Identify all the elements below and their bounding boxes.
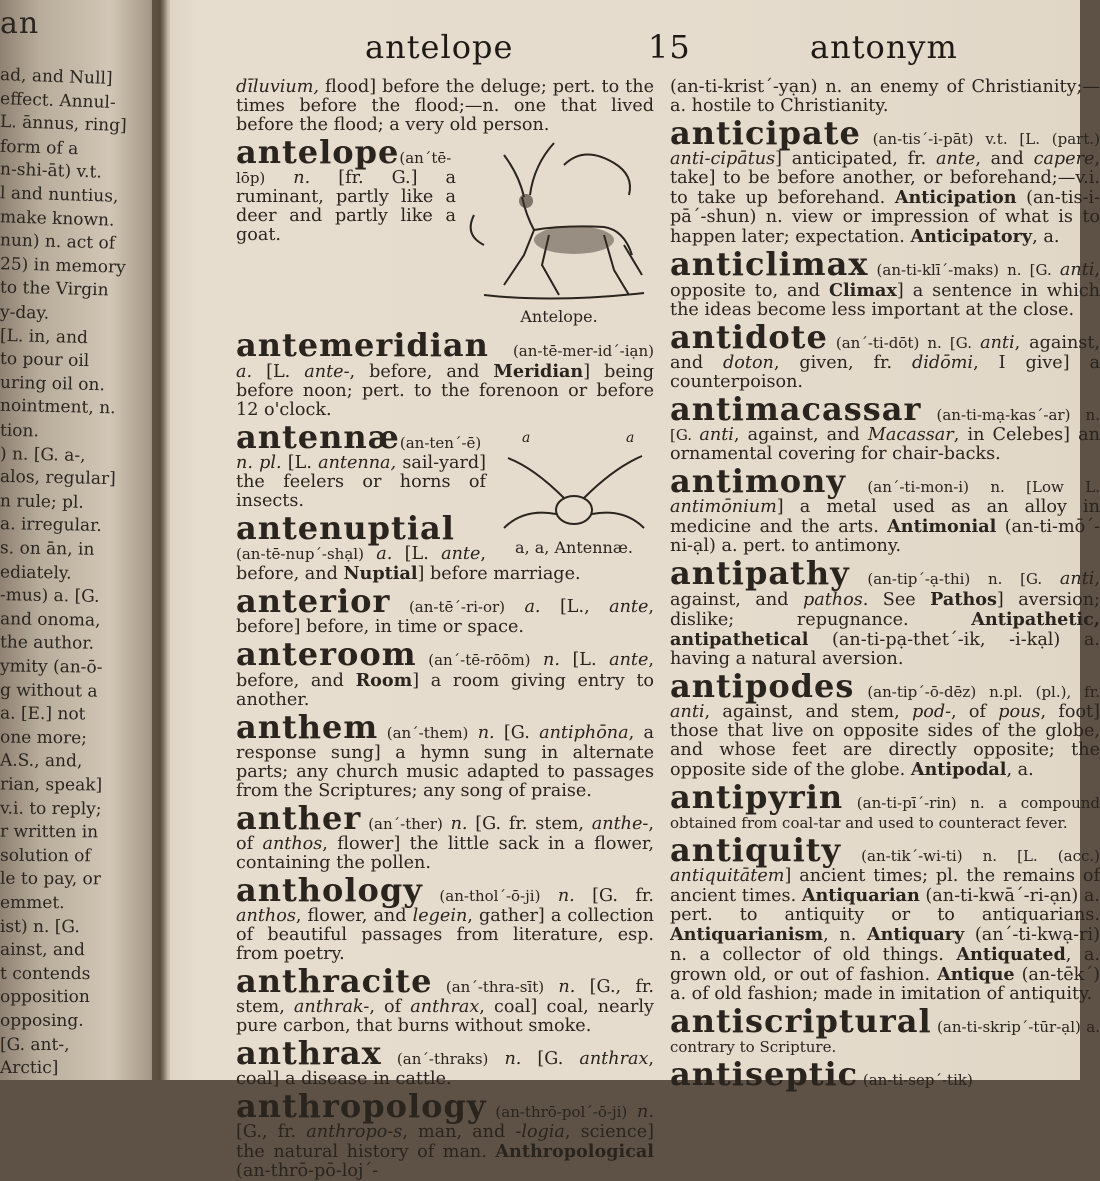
entry-antidote: antidote (an´-ti-dōt) n. [G. anti, against, and doton, given, fr. didōmi, I give] a counterpoison. bbox=[670, 318, 1100, 392]
entry-antipodes: antipodes (an-tip´-ō-dēz) n.pl. (pl.), fr. anti, against, and stem, pod-, of pous, foot] those that live on opposite sides of the globe, and whose feet are directly opposite; the opposite side of the globe. Antipodal, a. bbox=[670, 667, 1100, 780]
antennae-label-a: a bbox=[626, 430, 635, 446]
headword: antiquity bbox=[670, 831, 842, 869]
book-gutter bbox=[152, 0, 170, 1080]
facing-page-line: ymity (an-ō- bbox=[0, 656, 103, 678]
facing-page-line: ainst, and bbox=[0, 940, 85, 961]
facing-page-line: alos, regular] bbox=[0, 467, 116, 490]
facing-page-line: L. ānnus, ring] bbox=[0, 112, 127, 137]
antelope-illustration bbox=[464, 135, 654, 326]
entry-antennae: antennæ(an-ten´-ē) n. pl. [L. antenna, sail-yard] the feelers or horns of insects. bbox=[236, 418, 487, 511]
column-right bbox=[670, 78, 1100, 1091]
facing-page-line: and onoma, bbox=[0, 609, 101, 631]
facing-page-line: uring oil on. bbox=[0, 372, 106, 396]
facing-page-line: the author. bbox=[0, 632, 95, 655]
facing-page-line: opposing. bbox=[0, 1011, 84, 1031]
headword: anteroom bbox=[236, 635, 417, 673]
headword: antipodes bbox=[670, 667, 855, 705]
facing-page-line: l and nuntius, bbox=[0, 183, 119, 207]
facing-page-line: to the Virgin bbox=[0, 277, 109, 301]
entry-anthracite: anthracite (an´-thra-sīt) n. [G., fr. stem, anthrak-, of anthrax, coal] coal, nearly pure carbon, that burns without smoke. bbox=[236, 962, 654, 1036]
facing-page-line: [L. in, and bbox=[0, 325, 89, 348]
headword: anthropology bbox=[236, 1087, 487, 1125]
page-number: 15 bbox=[648, 28, 691, 66]
facing-page-line: r written in bbox=[0, 821, 99, 843]
antennae-drawing bbox=[494, 428, 654, 538]
headword: antipyrin bbox=[670, 778, 844, 816]
entry-anticipate: anticipate (an-tis´-i-pāt) v.t. [L. (part.) anti-cipātus] anticipated, fr. ante, and capere, take] to be before another, or beforehand;—v.i. to take up beforehand. Anticipation (an-tis-i-pā´-shun) n. view or impression of what is to happen later; expectation. Anticipatory, a. bbox=[670, 114, 1100, 247]
entry-anthropology: anthropology (an-thrō-pol´-ō-ji) n. [G., fr. anthropo-s, man, and -logia, science] the natural history of man. Anthropological (an-thrō-pō-loj´- bbox=[236, 1087, 654, 1181]
facing-page-line: g without a bbox=[0, 679, 98, 702]
facing-page bbox=[0, 0, 158, 1080]
facing-page-line: emmet. bbox=[0, 892, 65, 914]
headword: antemeridian bbox=[236, 326, 489, 364]
facing-page-head: an bbox=[0, 6, 40, 41]
headword: antidote bbox=[670, 318, 828, 356]
headword: anticipate bbox=[670, 114, 861, 152]
entry-antiquity: antiquity (an-tik´-wi-ti) n. [L. (acc.) antiquitātem] ancient times; pl. the remains of ancient times. Antiquarian (an-ti-kwā´-ri-ạn) a. pert. to antiquity or to antiquarians. Antiquarianism, n. Antiquary (an´-ti-kwạ-ri) n. a collector of old things. Antiquated, a. grown old, or out of fashion. Antique (an-tēk´) a. of old fashion; made in imitation of antiquity. bbox=[670, 831, 1100, 1004]
entry-antimacassar: antimacassar (an-ti-mạ-kas´-ar) n. [G. anti, against, and Macassar, in Celebes] an ornamental covering for chair-backs. bbox=[670, 390, 1100, 464]
headword: antiseptic bbox=[670, 1055, 859, 1093]
facing-page-line: tion. bbox=[0, 420, 40, 442]
facing-page-line: v.i. to reply; bbox=[0, 798, 102, 819]
headword: anthology bbox=[236, 871, 423, 909]
facing-page-line: form of a bbox=[0, 136, 79, 160]
facing-page-line: a. [E.] not bbox=[0, 703, 86, 725]
facing-page-line: ediately. bbox=[0, 562, 72, 584]
facing-page-line: ist) n. [G. bbox=[0, 916, 80, 937]
entry-anthology: anthology (an-thol´-ō-ji) n. [G. fr. anthos, flower, and legein, gather] a collection of beautiful passages from literature, esp. from poetry. bbox=[236, 871, 654, 964]
facing-page-line: 25) in memory bbox=[0, 254, 127, 278]
entry-antenuptial: antenuptial (an-tē-nup´-shạl) a. [L. ante, before, and Nuptial] before marriage. bbox=[236, 509, 581, 584]
facing-page-line: to pour oil bbox=[0, 349, 90, 372]
entry-antiseptic: antiseptic (an-ti-sep´-tik) bbox=[670, 1055, 973, 1093]
entry-antichrist: (an-ti-krist´-yạn) n. an enemy of Christianity;—a. hostile to Christianity. bbox=[670, 77, 1100, 116]
headword: anterior bbox=[236, 582, 391, 620]
facing-page-line: ) n. [G. a-, bbox=[0, 443, 86, 466]
antennae-label-a: a bbox=[522, 430, 531, 446]
facing-page-line: ad, and Null] bbox=[0, 65, 113, 89]
headword: antennæ bbox=[236, 418, 400, 456]
antennae-caption: a, a, Antennæ. bbox=[515, 538, 633, 557]
entry-anterior: anterior (an-tē´-ri-or) a. [L., ante, before] before, in time or space. bbox=[236, 582, 654, 637]
facing-page-line: one more; bbox=[0, 727, 88, 749]
entry-antelope: antelope(an´tē-lōp) n. [fr. G.] a ruminant, partly like a deer and partly like a goat. bbox=[236, 133, 456, 245]
facing-page-line: -mus) a. [G. bbox=[0, 585, 100, 607]
facing-page-line: y-day. bbox=[0, 302, 50, 324]
entry-antipathy: antipathy (an-tip´-ạ-thi) n. [G. anti, against, and pathos. See Pathos] aversion; dislike; repugnance. Antipathetic, antipathetical (an-ti-pạ-thet´-ik, -i-kạl) a. having a natural aversion. bbox=[670, 554, 1100, 669]
guide-word-right: antonym bbox=[810, 28, 958, 66]
headword: antelope bbox=[236, 133, 400, 171]
entry-diluvium: dīluvium, flood] before the deluge; pert. to the times before the flood;—n. one that lived before the flood; a very old person. bbox=[236, 77, 654, 135]
entry-anteroom: anteroom (an´-tē-rōōm) n. [L. ante, before, and Room] a room giving entry to another. bbox=[236, 635, 654, 710]
headword: anthracite bbox=[236, 962, 433, 1000]
headword: antimacassar bbox=[670, 390, 922, 428]
facing-page-line: n rule; pl. bbox=[0, 490, 84, 513]
facing-page-line: nun) n. act of bbox=[0, 230, 116, 254]
entry-antimony: antimony (an´-ti-mon-i) n. [Low L. antimōnium] a metal used as an alloy in medicine and the arts. Antimonial (an-ti-mō´-ni-ạl) a. pert. to antimony. bbox=[670, 462, 1100, 556]
headword: anticlimax bbox=[670, 245, 869, 283]
headword: antiscriptural bbox=[670, 1002, 932, 1040]
column-left bbox=[236, 78, 654, 1181]
facing-page-line: le to pay, or bbox=[0, 869, 101, 890]
antennae-illustration bbox=[494, 428, 654, 557]
headword: antenuptial bbox=[236, 509, 455, 547]
headword: antimony bbox=[670, 462, 846, 500]
guide-word-left: antelope bbox=[365, 28, 514, 66]
entry-antipyrin: antipyrin (an-ti-pī´-rin) n. a compound obtained from coal-tar and used to counteract fever. bbox=[670, 778, 1100, 832]
facing-page-line: effect. Annul- bbox=[0, 88, 117, 113]
facing-page-line: opposition bbox=[0, 987, 90, 1008]
headword: anthrax bbox=[236, 1034, 382, 1072]
entry-antemeridian: antemeridian (an-tē-mer-id´-iạn) a. [L. ante-, before, and Meridian] being before noon; pert. to the forenoon or before 12 o'clock. bbox=[236, 326, 655, 420]
facing-page-line: a. irregular. bbox=[0, 514, 102, 537]
headword: anthem bbox=[236, 708, 379, 746]
facing-page-line: nointment, n. bbox=[0, 396, 116, 419]
entry-anthrax: anthrax (an´-thraks) n. [G. anthrax, coal] a disease in cattle. bbox=[236, 1034, 654, 1089]
facing-page-line: t contends bbox=[0, 963, 91, 984]
entry-antiscriptural: antiscriptural (an-ti-skrip´-tūr-ạl) a. contrary to Scripture. bbox=[670, 1002, 1100, 1056]
facing-page-line: [G. ant-, bbox=[0, 1034, 70, 1055]
entry-anther: anther (an´-ther) n. [G. fr. stem, anthe-, of anthos, flower] the little sack in a flower, containing the pollen. bbox=[236, 799, 654, 873]
headword: anther bbox=[236, 799, 362, 837]
facing-page-line: s. on ān, in bbox=[0, 538, 95, 560]
headword: antipathy bbox=[670, 554, 850, 592]
facing-page-line: n-shi-āt) v.t. bbox=[0, 159, 103, 183]
facing-page-line: A.S., and, bbox=[0, 750, 83, 772]
entry-anthem: anthem (an´-them) n. [G. antiphōna, a response sung] a hymn sung in alternate parts; any church music adapted to passages from the Scriptures; any song of praise. bbox=[236, 708, 654, 801]
facing-page-line: make known. bbox=[0, 206, 115, 231]
facing-page-line: rian, speak] bbox=[0, 774, 103, 796]
facing-page-line: solution of bbox=[0, 845, 91, 867]
entry-anticlimax: anticlimax (an-ti-klī´-maks) n. [G. anti, opposite to, and Climax] a sentence in which the ideas become less important at the close. bbox=[670, 245, 1100, 320]
facing-page-line: Arctic] bbox=[0, 1058, 59, 1079]
antelope-caption: Antelope. bbox=[520, 307, 598, 326]
antelope-drawing bbox=[464, 135, 654, 307]
